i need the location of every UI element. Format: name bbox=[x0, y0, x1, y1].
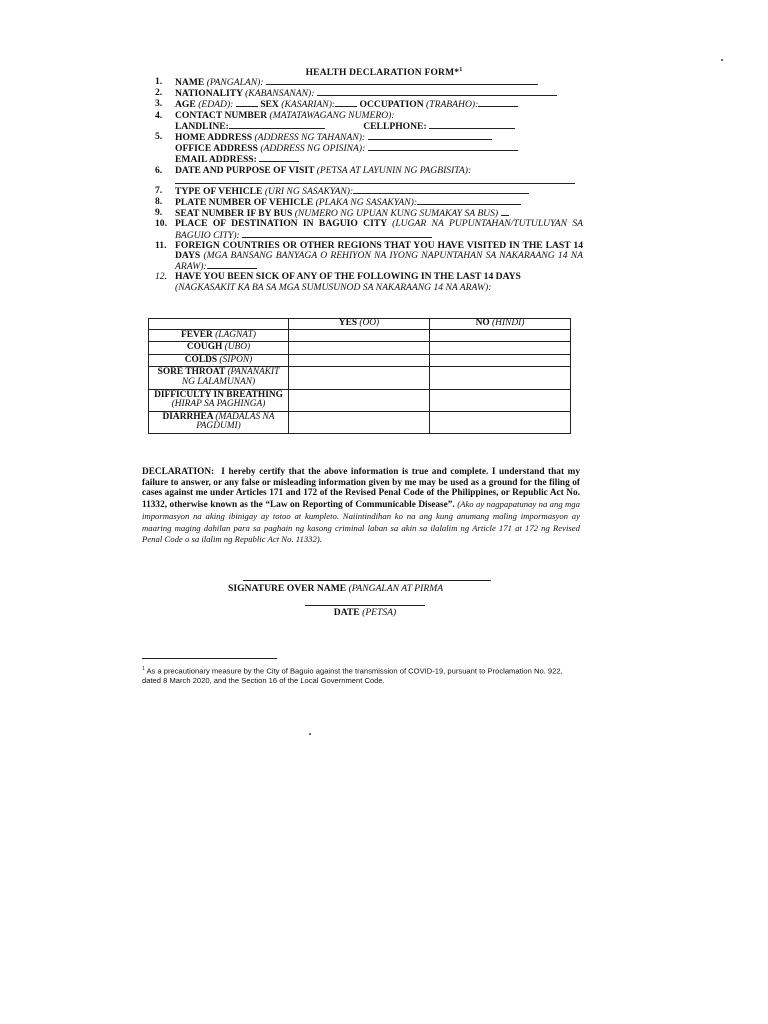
symptom-header-blank bbox=[149, 319, 289, 330]
fever-yes-cell[interactable] bbox=[289, 329, 430, 342]
symptom-difficulty-breathing: DIFFICULTY IN BREATHING (HIRAP SA PAGHINGA) bbox=[149, 389, 289, 411]
symptom-table bbox=[148, 318, 571, 434]
office-address-field[interactable] bbox=[368, 143, 518, 151]
item-age-sex-occupation: 3. AGE (EDAD): SEX (KASARIAN): OCCUPATION (TRABAHO): bbox=[155, 99, 583, 110]
table-row bbox=[149, 411, 571, 433]
table-row bbox=[149, 389, 571, 411]
email-field[interactable] bbox=[259, 154, 299, 162]
symptom-fever: FEVER (LAGNAT) bbox=[149, 329, 289, 342]
sore-throat-yes-cell[interactable] bbox=[289, 367, 430, 389]
landline-field[interactable] bbox=[229, 121, 325, 129]
item-sick-last-14-days: 12. HAVE YOU BEEN SICK OF ANY OF THE FOLLOWING IN THE LAST 14 DAYS (NAGKASAKIT KA BA SA MGA SUMUSUNOD SA NAKARAANG 14 NA ARAW): bbox=[155, 271, 521, 293]
contact-subfields: LANDLINE: CELLPHONE: bbox=[155, 121, 583, 132]
destination-field[interactable] bbox=[242, 230, 432, 238]
item-destination: 10. PLACE OF DESTINATION IN BAGUIO CITY (LUGAR NA PUPUNTAHAN/TUTULUYAN SA BAGUIO CITY): bbox=[155, 218, 583, 241]
item-date-purpose: 6. DATE AND PURPOSE OF VISIT (PETSA AT LAYUNIN NG PAGBISITA): bbox=[155, 164, 472, 176]
form-title: HEALTH DECLARATION FORM*$^1$ bbox=[305, 67, 463, 79]
symptom-cough: COUGH (UBO) bbox=[149, 342, 289, 355]
diarrhea-no-cell[interactable] bbox=[430, 411, 571, 433]
home-address-field[interactable] bbox=[368, 132, 492, 140]
no-header: NO (HINDI) bbox=[430, 319, 571, 330]
item-contact-number: 4. CONTACT NUMBER (MATATAWAGANG NUMERO): bbox=[155, 109, 395, 121]
table-row bbox=[149, 367, 571, 389]
scan-speck bbox=[309, 733, 311, 735]
signature-label: SIGNATURE OVER NAME (PANGALAN AT PIRMA bbox=[228, 583, 444, 594]
declaration-text-en: I hereby certify that the above information is true and complete. I understand that my failure to answer, or any false or misleading information given by me may be used as a ground for the filing of cases against me under Articles 171 and 172 of the Revised Penal Code of the Philippines, or Republic Act No. 11332, otherwise known as the “Law on Reporting of Communicable Disease”. bbox=[142, 467, 581, 511]
nationality-field[interactable] bbox=[317, 88, 557, 96]
symptom-diarrhea: DIARRHEA (MADALAS NA PAGDUMI) bbox=[149, 411, 289, 433]
item-plate-number: 8. PLATE NUMBER OF VEHICLE (PLAKA NG SASAKYAN): bbox=[155, 197, 583, 208]
declaration-text-tl: (Ako ay nagpapatunay na ang mga impormasyon na aking ibinigay ay totoo at kumpleto. Naiintindihan ko na ang kung anumang maling impormasyon ay maaring maging dahilan para sa paghain ng kasong criminal laban sa akin sa ilalalim ng Article 171 at 172 ng Revised Penal Code o sa ilalim ng Republic Act No. 11332). bbox=[142, 499, 580, 545]
item-seat-number: 9. SEAT NUMBER IF BY BUS (NUMERO NG UPUAN KUNG SUMAKAY SA BUS) bbox=[155, 208, 583, 219]
office-address: OFFICE ADDRESS (ADDRESS NG OPISINA): bbox=[155, 143, 583, 154]
footnote: $^1$ As a precautionary measure by the City of Baguio against the transmission of COVID-19, pursuant to Proclamation No. 922, dated 8 March 2020, and the Section 16 of the Local Government Code. bbox=[142, 666, 563, 685]
cellphone-field[interactable] bbox=[429, 121, 515, 129]
breathing-no-cell[interactable] bbox=[430, 389, 571, 411]
item-name: 1. NAME (PANGALAN): bbox=[155, 77, 583, 88]
date-purpose-field[interactable] bbox=[175, 176, 575, 184]
colds-yes-cell[interactable] bbox=[289, 354, 430, 367]
table-row bbox=[149, 329, 571, 342]
occupation-field[interactable] bbox=[478, 99, 518, 107]
item-nationality: 2. NATIONALITY (KABANSANAN): bbox=[155, 88, 583, 99]
name-field[interactable] bbox=[266, 77, 538, 85]
colds-no-cell[interactable] bbox=[430, 354, 571, 367]
date-line[interactable] bbox=[305, 605, 425, 606]
yes-header: YES (OO) bbox=[289, 319, 430, 330]
scan-speck bbox=[721, 59, 723, 61]
cough-yes-cell[interactable] bbox=[289, 342, 430, 355]
foreign-countries-field[interactable] bbox=[207, 261, 257, 269]
breathing-yes-cell[interactable] bbox=[289, 389, 430, 411]
table-row bbox=[149, 354, 571, 367]
seat-number-field[interactable] bbox=[501, 208, 509, 216]
cough-no-cell[interactable] bbox=[430, 342, 571, 355]
item-home-address: 5. HOME ADDRESS (ADDRESS NG TAHANAN): bbox=[155, 132, 583, 143]
symptom-table-header bbox=[149, 319, 571, 330]
item-vehicle-type: 7. TYPE OF VEHICLE (URI NG SASAKYAN): bbox=[155, 186, 583, 197]
email-address: EMAIL ADDRESS: bbox=[155, 154, 583, 165]
age-field[interactable] bbox=[236, 99, 258, 107]
sore-throat-no-cell[interactable] bbox=[430, 367, 571, 389]
diarrhea-yes-cell[interactable] bbox=[289, 411, 430, 433]
declaration-label: DECLARATION: bbox=[142, 467, 215, 477]
vehicle-type-field[interactable] bbox=[353, 186, 529, 194]
item-foreign-countries: 11. FOREIGN COUNTRIES OR OTHER REGIONS THAT YOU HAVE VISITED IN THE LAST 14 DAYS (MGA BANSANG BANYAGA O REHIYON NA IYONG NAPUNTAHAN SA NAKARAANG 14 NA ARAW): bbox=[155, 239, 583, 273]
fever-no-cell[interactable] bbox=[430, 329, 571, 342]
date-label: DATE (PETSA) bbox=[333, 607, 397, 618]
symptom-sore-throat: SORE THROAT (PANANAKIT NG LALAMUNAN) bbox=[149, 367, 289, 389]
signature-line[interactable] bbox=[243, 580, 491, 581]
symptom-colds: COLDS (SIPON) bbox=[149, 354, 289, 367]
plate-number-field[interactable] bbox=[417, 197, 521, 205]
declaration-paragraph bbox=[142, 467, 580, 546]
footnote-rule bbox=[142, 658, 277, 659]
table-row bbox=[149, 342, 571, 355]
form-items bbox=[155, 77, 583, 293]
sex-field[interactable] bbox=[335, 99, 357, 107]
